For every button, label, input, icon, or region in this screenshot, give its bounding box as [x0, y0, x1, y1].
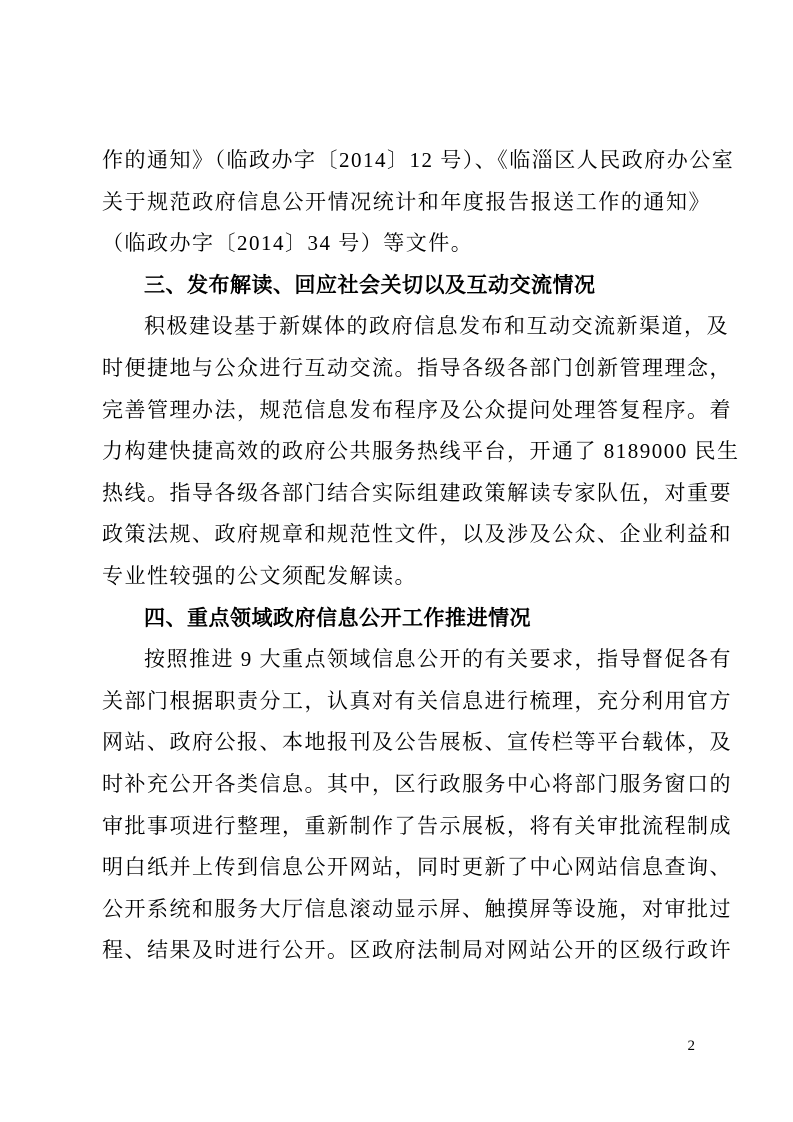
text-line: 按照推进 9 大重点领域信息公开的有关要求，指导督促各有: [144, 647, 732, 672]
text-line: 作的通知》（临政办字〔2014〕12 号）、《临淄区人民政府办公室: [102, 148, 735, 172]
text-line: 积极建设基于新媒体的政府信息发布和互动交流新渠道，及: [144, 314, 729, 339]
text-line: 热线。指导各级各部门结合实际组建政策解读专家队伍，对重要: [102, 480, 732, 505]
text-line: 关于规范政府信息公开情况统计和年度报告报送工作的通知》: [102, 189, 711, 214]
text-line: 审批事项进行整理，重新制作了告示展板，将有关审批流程制成: [102, 813, 732, 838]
text-line: （临政办字〔2014〕34 号）等文件。: [102, 231, 474, 256]
text-line: 力构建快捷高效的政府公共服务热线平台，开通了 8189000 民生: [102, 439, 740, 464]
text-line: 时补充公开各类信息。其中，区行政服务中心将部门服务窗口的: [102, 771, 732, 796]
text-line: 完善管理办法，规范信息发布程序及公众提问处理答复程序。着: [102, 397, 732, 422]
text-line: 公开系统和服务大厅信息滚动显示屏、触摸屏等设施，对审批过: [102, 896, 732, 921]
section-heading: 四、重点领域政府信息公开工作推进情况: [144, 606, 531, 630]
text-line: 关部门根据职责分工，认真对有关信息进行梳理，充分利用官方: [102, 688, 732, 713]
text-line: 专业性较强的公文须配发解读。: [102, 563, 417, 588]
text-line: 时便捷地与公众进行互动交流。指导各级各部门创新管理理念，: [102, 355, 732, 380]
text-line: 程、结果及时进行公开。区政府法制局对网站公开的区级行政许: [102, 938, 732, 963]
text-line: 明白纸并上传到信息公开网站，同时更新了中心网站信息查询、: [102, 855, 732, 880]
section-heading: 三、发布解读、回应社会关切以及互动交流情况: [144, 273, 596, 297]
document-body: [102, 140, 740, 972]
text-line: 网站、政府公报、本地报刊及公告展板、宣传栏等平台载体，及: [102, 730, 732, 755]
page-number: 2: [687, 1038, 695, 1054]
text-line: 政策法规、政府规章和规范性文件，以及涉及公众、企业利益和: [102, 522, 732, 547]
